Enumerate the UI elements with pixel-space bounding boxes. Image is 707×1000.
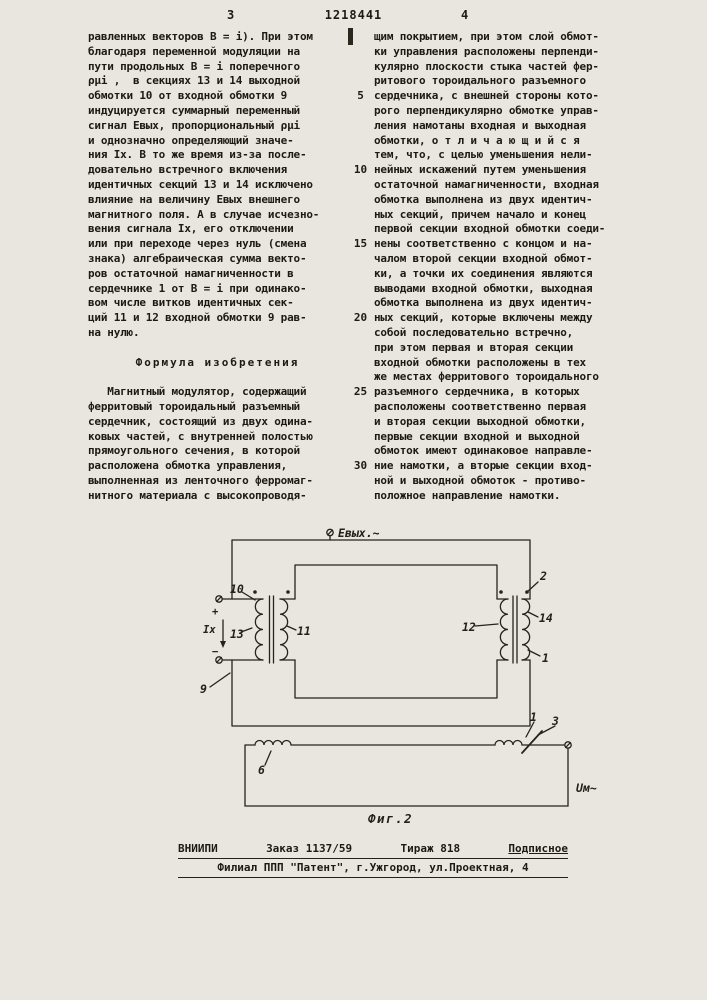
text-line: входной обмотки расположены в тех <box>374 355 586 369</box>
label-ix: Iх <box>203 624 216 636</box>
label-minus: − <box>212 646 219 658</box>
text-line: рого перпендикулярно обмотке управ- <box>374 103 599 117</box>
text-line <box>347 74 374 89</box>
text-line: ферритовый тороидальный разъемный <box>88 399 300 413</box>
coil-12 <box>500 599 508 660</box>
text-line: благодаря переменной модуляции на <box>88 44 300 58</box>
left-column-part1 <box>88 30 347 341</box>
label-14: 14 <box>539 611 553 625</box>
text-line: ρμi , в секциях 13 и 14 выходной <box>88 74 300 88</box>
text-line: ние намотки, а вторые секции вход- <box>374 459 593 473</box>
text-line: и однозначно определяющий значе- <box>88 133 294 147</box>
text-line: обмотки, о т л и ч а ю щ и й с я <box>374 133 580 147</box>
label-10: 10 <box>230 582 244 596</box>
text-line <box>347 193 374 208</box>
ix-arrowhead <box>220 641 226 648</box>
text-line: влияние на величину Евых внешнего <box>88 192 300 206</box>
text-line: довательно встречного включения <box>88 163 288 177</box>
text-line: тем, что, с целью уменьшения нели- <box>374 148 593 162</box>
pointer-14 <box>528 612 538 617</box>
page-header <box>0 8 707 26</box>
text-line: прямоугольного сечения, в которой <box>88 444 300 458</box>
text-line: при этом первая и вторая секции <box>374 340 574 354</box>
coil-11 <box>280 599 288 660</box>
column-number-left: 3 <box>227 8 235 22</box>
text-line: 20 <box>353 311 368 325</box>
text-line: обмотки 10 от входной обмотки 9 <box>88 89 288 103</box>
text-line: разъемного сердечника, в которых <box>374 385 580 399</box>
text-line: знака) алгебраическая сумма векто- <box>88 251 307 265</box>
text-line: 10 <box>353 163 368 177</box>
text-line: вения сигнала Iх, его отключении <box>88 222 294 236</box>
text-line: 5 <box>357 89 364 103</box>
text-line: 25 <box>353 385 368 399</box>
label-11: 11 <box>297 624 311 638</box>
text-line <box>347 474 374 489</box>
text-line: и вторая секции выходной обмотки, <box>374 414 586 428</box>
imprint-tirazh: Тираж 818 <box>400 842 461 855</box>
pointer-11 <box>287 626 296 630</box>
imprint-org: ВНИИПИ <box>178 842 218 855</box>
bottom-loop-wire <box>245 741 568 807</box>
text-line <box>347 178 374 193</box>
label-12: 12 <box>462 620 476 634</box>
text-line: выполненная из ленточного ферромаг- <box>88 473 313 487</box>
text-line <box>347 134 374 149</box>
text-line <box>347 252 374 267</box>
text-line: ки управления расположены перпенди- <box>374 44 599 58</box>
text-line: равленных векторов В = i). При этом <box>88 30 313 43</box>
text-line <box>347 415 374 430</box>
text-line <box>347 282 374 297</box>
text-line: щим покрытием, при этом слой обмот- <box>374 30 599 43</box>
text-line: пути продольных В = i поперечного <box>88 59 300 73</box>
label-6: 6 <box>258 763 265 777</box>
text-line <box>347 222 374 237</box>
pointer-12 <box>475 624 498 626</box>
text-line: сердечник, состоящий из двух одина- <box>88 414 313 428</box>
text-line <box>347 400 374 415</box>
label-9: 9 <box>200 682 207 696</box>
text-line <box>347 370 374 385</box>
text-line: или при переходе через нуль (смена <box>88 237 307 251</box>
text-line: сигнал Евых, пропорциональный ρμi <box>88 118 300 132</box>
text-line: первой секции входной обмотки соеди- <box>374 222 606 236</box>
patent-number: 1218441 <box>324 8 383 22</box>
text-line: ления намотаны входная и выходная <box>374 118 586 132</box>
label-1: 1 <box>542 651 549 665</box>
pointer-6 <box>265 751 271 765</box>
text-line <box>347 104 374 119</box>
figure-caption: Фиг.2 <box>368 811 414 826</box>
text-line: собой последовательно встречно, <box>374 325 574 339</box>
line-number-gutter <box>347 30 374 504</box>
text-line: же местах ферритового тороидального <box>374 370 599 384</box>
text-line: вом числе витков идентичных сек- <box>88 296 294 310</box>
text-line: ров остаточной намагниченности в <box>88 266 294 280</box>
imprint-line-2: Филиал ППП "Патент", г.Ужгород, ул.Проектная, 4 <box>178 861 568 878</box>
text-line: обмотка выполнена из двух идентич- <box>374 296 593 310</box>
text-line: выводами входной обмотки, выходная <box>374 281 593 295</box>
text-line: нитного материала с высокопроводя- <box>88 488 307 502</box>
input-terminal-phi-top <box>216 596 222 602</box>
imprint-order: Заказ 1137/59 <box>266 842 353 855</box>
figure-2 <box>170 513 650 838</box>
text-line <box>347 60 374 75</box>
text-line <box>347 326 374 341</box>
text-line: остаточной намагниченности, входная <box>374 177 599 191</box>
pointer-9 <box>210 673 230 687</box>
label-13: 13 <box>230 627 244 641</box>
text-line: расположена обмотка управления, <box>88 459 288 473</box>
text-line: ки, а точки их соединения являются <box>374 266 593 280</box>
imprint-footer <box>178 842 568 878</box>
text-line: первые секции входной и выходной <box>374 429 580 443</box>
text-line: обмоток имеют одинаковое направле- <box>374 444 593 458</box>
text-line: Магнитный модулятор, содержащий <box>88 385 307 399</box>
text-line <box>347 489 374 504</box>
imprint-line-1 <box>178 842 568 859</box>
text-line: ния Iх. В то же время из-за после- <box>88 148 307 162</box>
text-line: положное направление намотки. <box>374 488 561 502</box>
text-line <box>347 356 374 371</box>
text-line: нейных искажений путем уменьшения <box>374 163 586 177</box>
text-line: ковых частей, с внутренней полостью <box>88 429 313 443</box>
text-line: 15 <box>353 237 368 251</box>
circuit-diagram <box>170 513 650 838</box>
right-column <box>374 30 634 504</box>
text-line: индуцируется суммарный переменный <box>88 103 300 117</box>
text-line: сердечнике 1 от В = i при одинако- <box>88 281 307 295</box>
text-line: ций 11 и 12 входной обмотки 9 рав- <box>88 311 307 325</box>
text-line <box>347 341 374 356</box>
label-2: 2 <box>540 569 547 583</box>
text-line: ной и выходной обмоток - противо- <box>374 473 586 487</box>
imprint-subscription: Подписное <box>508 842 568 855</box>
text-line: расположены соответственно первая <box>374 399 586 413</box>
text-line: 30 <box>353 459 368 473</box>
text-line <box>347 119 374 134</box>
text-line: идентичных секций 13 и 14 исключено <box>88 177 313 191</box>
text-line: кулярно плоскости стыка частей фер- <box>374 59 599 73</box>
text-line: сердечника, с внешней стороны кото- <box>374 89 599 103</box>
label-1-bottom: 1 <box>530 710 537 724</box>
text-line <box>347 208 374 223</box>
text-line <box>347 45 374 60</box>
text-line <box>347 148 374 163</box>
coil-13 <box>255 599 263 660</box>
text-line: ритового тороидального разъемного <box>374 74 586 88</box>
formula-heading: Формула изобретения <box>135 355 300 369</box>
label-um: Uм~ <box>576 781 597 795</box>
text-line: нены соответственно с концом и на- <box>374 237 593 251</box>
text-line: ных секций, причем начало и конец <box>374 207 586 221</box>
text-line <box>347 430 374 445</box>
label-3: 3 <box>552 714 559 728</box>
left-column <box>88 30 347 504</box>
left-column-part2 <box>88 385 347 503</box>
text-line <box>347 267 374 282</box>
text-line <box>347 30 374 45</box>
output-terminal-phi <box>327 529 333 535</box>
text-line: обмотка выполнена из двух идентич- <box>374 192 593 206</box>
text-line: на нулю. <box>88 325 140 339</box>
text-line <box>347 444 374 459</box>
label-plus: + <box>212 606 219 618</box>
text-line: магнитного поля. А в случае исчезно- <box>88 207 320 221</box>
text-line: ных секций, которые включены между <box>374 311 593 325</box>
um-terminal-phi <box>565 742 571 748</box>
label-evyh: Евых.~ <box>338 526 380 540</box>
text-line <box>347 296 374 311</box>
text-body <box>88 30 634 504</box>
text-line: чалом второй секции входной обмот- <box>374 251 593 265</box>
column-number-right: 4 <box>461 8 469 22</box>
